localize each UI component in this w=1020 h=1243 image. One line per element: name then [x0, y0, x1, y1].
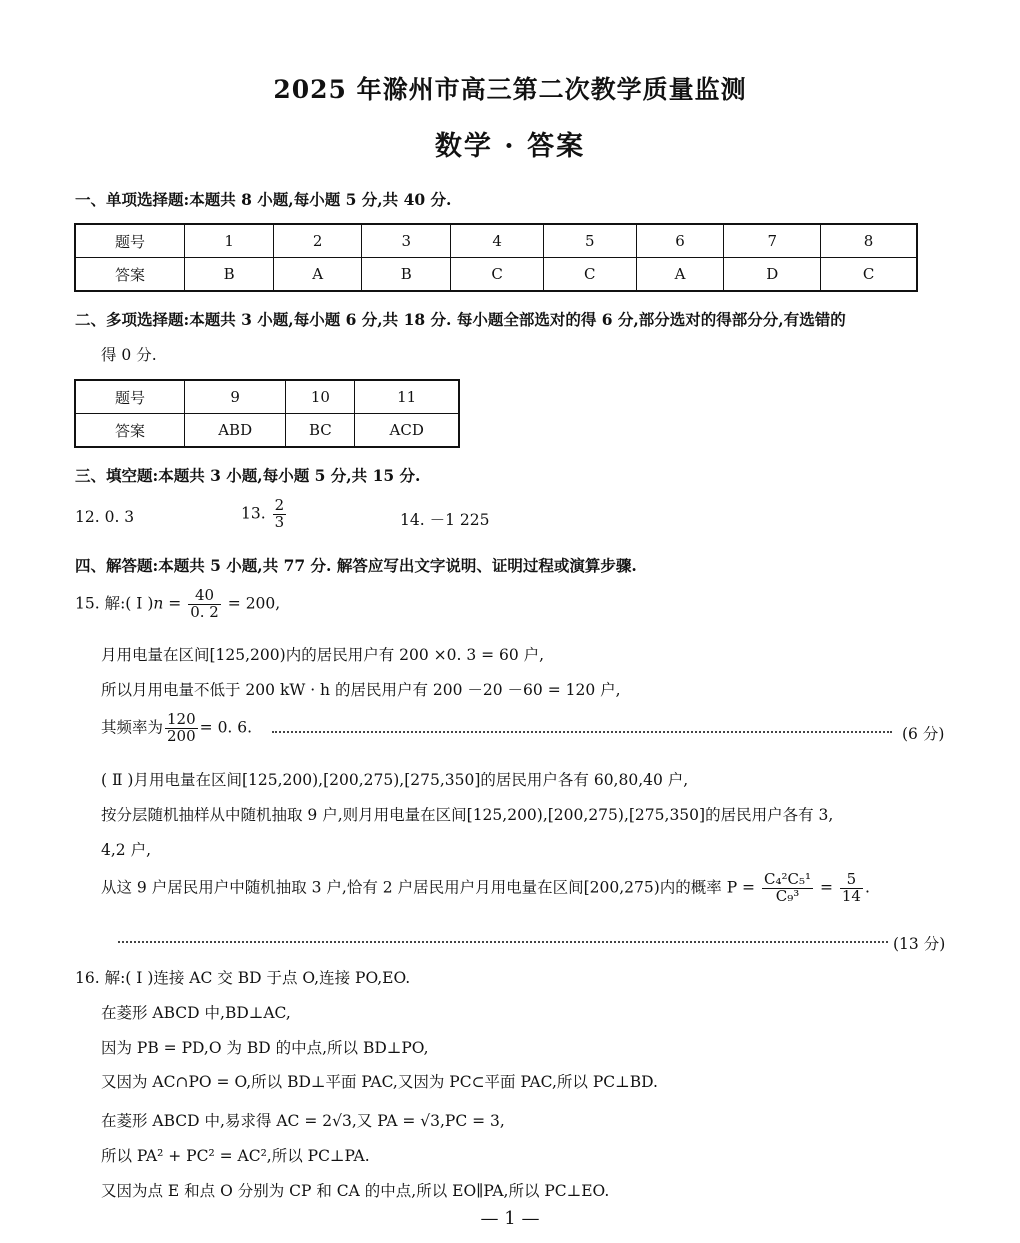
- q15-line2: 月用电量在区间[125,200)内的居民用户有 200 ×0. 3 = 60 户,: [101, 646, 545, 664]
- table-cell: 1: [185, 224, 274, 258]
- table-cell: D: [724, 258, 821, 292]
- table-cell: 6: [636, 224, 724, 258]
- q15-line7: 4,2 户,: [101, 841, 152, 859]
- table-cell: ABD: [185, 414, 286, 448]
- table-cell: BC: [286, 414, 355, 448]
- table-cell: B: [185, 258, 274, 292]
- leader-dots: [118, 941, 888, 943]
- section2-heading-cont: 得 0 分.: [101, 346, 157, 364]
- row-label: 题号: [75, 224, 185, 258]
- table-cell: 4: [451, 224, 544, 258]
- table-row: [75, 258, 917, 292]
- row-label: 答案: [75, 258, 185, 292]
- answer-12: 12. 0. 3: [75, 508, 135, 526]
- table-row: [75, 414, 459, 448]
- table-cell: A: [636, 258, 724, 292]
- q15-score2: (13 分): [893, 935, 946, 953]
- section3-heading: 三、填空题:本题共 3 小题,每小题 5 分,共 15 分.: [75, 466, 421, 485]
- q16-line5: 在菱形 ABCD 中,易求得 AC = 2√3,又 PA = √3,PC = 3,: [101, 1112, 505, 1130]
- q15-line1: 15. 解:( Ⅰ )n = $\frac{40}{0. 2}$ = 200,: [75, 586, 281, 621]
- table-cell: 8: [821, 224, 917, 258]
- row-label: 题号: [75, 380, 185, 414]
- q16-line1: 16. 解:( Ⅰ )连接 AC 交 BD 于点 O,连接 PO,EO.: [75, 969, 411, 987]
- q15-line4: 其频率为 $\frac{120}{200}$ = 0. 6.: [101, 710, 253, 745]
- table-cell: C: [543, 258, 636, 292]
- table-cell: C: [451, 258, 544, 292]
- table-cell: A: [274, 258, 362, 292]
- q15-line8: 从这 9 户居民用户中随机抽取 3 户,恰有 2 户居民用户月用电量在区间[200,275)内的概率 P = $\frac{\text{C₄²C₅¹}}{\text{C₉³}}$ = $\frac{5}{14}$ .: [101, 870, 870, 905]
- q15-line3: 所以月用电量不低于 200 kW · h 的居民用户有 200 －20 －60 = 120 户,: [101, 681, 621, 699]
- q16-line4: 又因为 AC∩PO = O,所以 BD⊥平面 PAC,又因为 PC⊂平面 PAC,所以 PC⊥BD.: [101, 1073, 658, 1091]
- leader-dots: [272, 731, 892, 733]
- q16-line2: 在菱形 ABCD 中,BD⊥AC,: [101, 1004, 291, 1022]
- section2-heading: 二、多项选择题:本题共 3 小题,每小题 6 分,共 18 分. 每小题全部选对的得 6 分,部分选对的得部分分,有选错的: [75, 310, 846, 329]
- table-cell: ACD: [355, 414, 459, 448]
- page-title: 2025 年滁州市高三第二次教学质量监测: [273, 75, 747, 104]
- page-subtitle: 数学 · 答案: [434, 131, 586, 162]
- table-cell: 11: [355, 380, 459, 414]
- row-label: 答案: [75, 414, 185, 448]
- section4-heading: 四、解答题:本题共 5 小题,共 77 分. 解答应写出文字说明、证明过程或演算步骤.: [75, 556, 637, 575]
- q15-line5: ( Ⅱ )月用电量在区间[125,200),[200,275),[275,350]的居民用户各有 60,80,40 户,: [101, 771, 689, 789]
- table-cell: 5: [543, 224, 636, 258]
- section2-answer-table: [74, 379, 460, 448]
- table-row: [75, 224, 917, 258]
- table-cell: 10: [286, 380, 355, 414]
- page-number: — 1 —: [480, 1208, 540, 1229]
- table-cell: C: [821, 258, 917, 292]
- table-cell: 7: [724, 224, 821, 258]
- q15-line6: 按分层随机抽样从中随机抽取 9 户,则月用电量在区间[125,200),[200,275),[275,350]的居民用户各有 3,: [101, 806, 834, 824]
- table-cell: B: [362, 258, 451, 292]
- q15-score1: (6 分): [902, 725, 945, 743]
- answer-14: 14. －1 225: [400, 511, 490, 529]
- table-cell: 2: [274, 224, 362, 258]
- q16-line6: 所以 PA² + PC² = AC²,所以 PC⊥PA.: [101, 1147, 370, 1165]
- q16-line7: 又因为点 E 和点 O 分别为 CP 和 CA 的中点,所以 EO∥PA,所以 PC⊥EO.: [101, 1182, 610, 1200]
- answer-13: 13. $\frac{2}{3}$: [241, 496, 285, 531]
- section1-answer-table: [74, 223, 918, 292]
- table-cell: 9: [185, 380, 286, 414]
- q16-line3: 因为 PB = PD,O 为 BD 的中点,所以 BD⊥PO,: [101, 1039, 429, 1057]
- table-cell: 3: [362, 224, 451, 258]
- table-row: [75, 380, 459, 414]
- section1-heading: 一、单项选择题:本题共 8 小题,每小题 5 分,共 40 分.: [75, 190, 452, 209]
